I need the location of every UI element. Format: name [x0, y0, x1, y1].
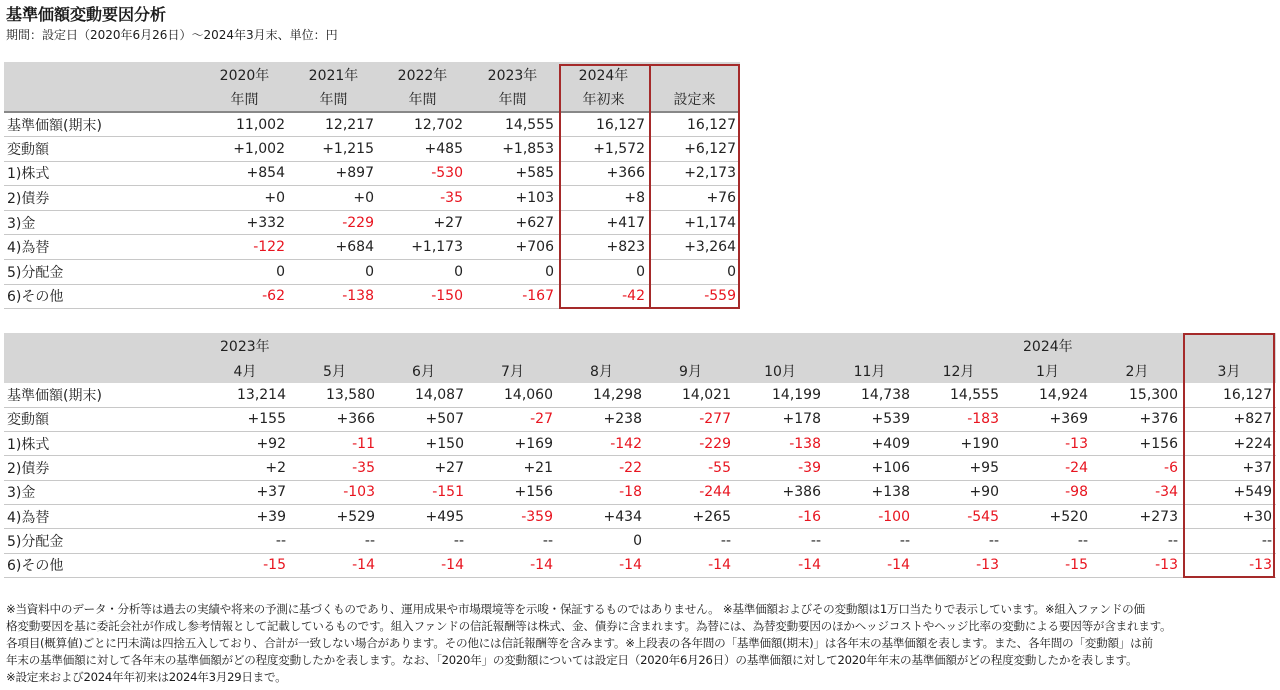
monthly-month-row	[4, 358, 1276, 383]
value-cell: +409	[825, 432, 914, 456]
value-cell: -138	[735, 432, 825, 456]
monthly-data-row	[4, 407, 1276, 431]
value-cell: 13,580	[290, 383, 379, 407]
value-cell: 14,298	[557, 383, 646, 407]
row-label: 6)その他	[4, 284, 200, 309]
row-label: 変動額	[4, 407, 200, 431]
value-cell: 14,021	[646, 383, 735, 407]
value-cell: -22	[557, 456, 646, 480]
value-cell: -14	[290, 553, 379, 577]
footnote-line: 年末の基準価額に対して各年末の基準価額がどの程度変動したかを表します。なお、「2020年」の変動額については設定日（2020年6月26日）の基準価額に対して2020年年末の基準価額がどの程度変動したかを表します。	[6, 653, 1138, 667]
value-cell: -14	[379, 553, 468, 577]
month-header: 11月	[825, 358, 914, 383]
value-cell: +37	[1182, 456, 1276, 480]
row-label: 3)金	[4, 210, 200, 235]
value-cell: +376	[1092, 407, 1182, 431]
value-cell: 0	[378, 260, 467, 285]
value-cell: -229	[289, 210, 378, 235]
column-header	[649, 62, 740, 87]
value-cell: +495	[379, 504, 468, 528]
monthly-data-row	[4, 553, 1276, 577]
value-cell: -277	[646, 407, 735, 431]
month-header: 3月	[1182, 358, 1276, 383]
value-cell: --	[468, 529, 557, 553]
value-cell: 16,127	[649, 112, 740, 137]
monthly-data-row	[4, 529, 1276, 553]
value-cell: -167	[467, 284, 558, 309]
value-cell: --	[646, 529, 735, 553]
value-cell: +2,173	[649, 161, 740, 186]
value-cell: --	[379, 529, 468, 553]
value-cell: +0	[200, 186, 289, 211]
row-label: 4)為替	[4, 235, 200, 260]
value-cell: +155	[200, 407, 290, 431]
row-label: 変動額	[4, 137, 200, 162]
value-cell: --	[1182, 529, 1276, 553]
value-cell: +1,173	[378, 235, 467, 260]
value-cell: +39	[200, 504, 290, 528]
monthly-data-row	[4, 480, 1276, 504]
value-cell: +1,215	[289, 137, 378, 162]
value-cell: -11	[290, 432, 379, 456]
monthly-factor-table	[4, 333, 1276, 578]
value-cell: 0	[289, 260, 378, 285]
value-cell: -55	[646, 456, 735, 480]
value-cell: 0	[200, 260, 289, 285]
value-cell: +485	[378, 137, 467, 162]
header-corner	[4, 62, 200, 87]
year-label-2024: 2024年	[1003, 333, 1092, 358]
column-header: 年間	[200, 87, 289, 112]
value-cell: +8	[558, 186, 649, 211]
value-cell: -103	[290, 480, 379, 504]
value-cell: -27	[468, 407, 557, 431]
value-cell: +386	[735, 480, 825, 504]
value-cell: +549	[1182, 480, 1276, 504]
value-cell: 11,002	[200, 112, 289, 137]
value-cell: +1,853	[467, 137, 558, 162]
value-cell: +627	[467, 210, 558, 235]
row-label: 基準価額(期末)	[4, 112, 200, 137]
column-header: 年間	[467, 87, 558, 112]
value-cell: +6,127	[649, 137, 740, 162]
annual-data-row	[4, 260, 740, 285]
month-header: 5月	[290, 358, 379, 383]
value-cell: +156	[1092, 432, 1182, 456]
value-cell: +150	[379, 432, 468, 456]
column-header: 2020年	[200, 62, 289, 87]
header-corner	[4, 358, 200, 383]
value-cell: +823	[558, 235, 649, 260]
column-header: 年初来	[558, 87, 649, 112]
value-cell: --	[290, 529, 379, 553]
value-cell: 14,924	[1003, 383, 1092, 407]
value-cell: +27	[379, 456, 468, 480]
value-cell: --	[825, 529, 914, 553]
value-cell: +529	[290, 504, 379, 528]
value-cell: -35	[378, 186, 467, 211]
value-cell: +854	[200, 161, 289, 186]
value-cell: -13	[914, 553, 1003, 577]
value-cell: -14	[468, 553, 557, 577]
month-header: 12月	[914, 358, 1003, 383]
annual-data-row	[4, 186, 740, 211]
annual-data-row	[4, 137, 740, 162]
value-cell: +332	[200, 210, 289, 235]
value-cell: -34	[1092, 480, 1182, 504]
value-cell: +92	[200, 432, 290, 456]
annual-data-row	[4, 210, 740, 235]
value-cell: +706	[467, 235, 558, 260]
value-cell: 0	[649, 260, 740, 285]
value-cell: -229	[646, 432, 735, 456]
page-subtitle: 期間：設定日（2020年6月26日）～2024年3月末、単位：円	[6, 28, 338, 42]
value-cell: --	[735, 529, 825, 553]
value-cell: 0	[558, 260, 649, 285]
month-header: 9月	[646, 358, 735, 383]
value-cell: --	[1003, 529, 1092, 553]
value-cell: +95	[914, 456, 1003, 480]
value-cell: 14,555	[914, 383, 1003, 407]
value-cell: 14,555	[467, 112, 558, 137]
value-cell: +1,002	[200, 137, 289, 162]
value-cell: +76	[649, 186, 740, 211]
value-cell: -13	[1092, 553, 1182, 577]
value-cell: +156	[468, 480, 557, 504]
row-label: 2)債券	[4, 186, 200, 211]
row-label: 1)株式	[4, 432, 200, 456]
value-cell: 16,127	[558, 112, 649, 137]
monthly-data-row	[4, 432, 1276, 456]
value-cell: -35	[290, 456, 379, 480]
value-cell: +1,174	[649, 210, 740, 235]
value-cell: 14,199	[735, 383, 825, 407]
month-header: 8月	[557, 358, 646, 383]
value-cell: +0	[289, 186, 378, 211]
value-cell: -138	[289, 284, 378, 309]
value-cell: +434	[557, 504, 646, 528]
value-cell: 13,214	[200, 383, 290, 407]
value-cell: -559	[649, 284, 740, 309]
value-cell: +169	[468, 432, 557, 456]
value-cell: -122	[200, 235, 289, 260]
value-cell: -151	[379, 480, 468, 504]
monthly-data-row	[4, 456, 1276, 480]
value-cell: +3,264	[649, 235, 740, 260]
footnote-line: ※当資料中のデータ・分析等は過去の実績や将来の予測に基づくものであり、運用成果や市場環境等を示唆・保証するものではありません。 ※基準価額およびその変動額は1万口当たりで表示しています。※組入ファンドの価	[6, 602, 1145, 616]
value-cell: +224	[1182, 432, 1276, 456]
footnote-line: 各項目(概算値)ごとに円未満は四捨五入しており、合計が一致しない場合があります。その他には信託報酬等を含みます。※上段表の各年間の「基準価額(期末)」は各年末の基準価額を表します。また、各年間の「変動額」は前	[6, 636, 1153, 650]
value-cell: +238	[557, 407, 646, 431]
column-header: 設定来	[649, 87, 740, 112]
value-cell: -142	[557, 432, 646, 456]
value-cell: -100	[825, 504, 914, 528]
value-cell: +366	[290, 407, 379, 431]
value-cell: -14	[735, 553, 825, 577]
annual-data-row	[4, 235, 740, 260]
month-header: 6月	[379, 358, 468, 383]
row-label: 5)分配金	[4, 260, 200, 285]
value-cell: +21	[468, 456, 557, 480]
annual-header-row-2	[4, 87, 740, 112]
value-cell: +30	[1182, 504, 1276, 528]
value-cell: 14,738	[825, 383, 914, 407]
value-cell: -244	[646, 480, 735, 504]
value-cell: -14	[825, 553, 914, 577]
value-cell: +417	[558, 210, 649, 235]
column-header: 2023年	[467, 62, 558, 87]
value-cell: 14,087	[379, 383, 468, 407]
column-header: 年間	[378, 87, 467, 112]
annual-data-row	[4, 161, 740, 186]
value-cell: --	[1092, 529, 1182, 553]
value-cell: +366	[558, 161, 649, 186]
value-cell: +138	[825, 480, 914, 504]
month-header: 7月	[468, 358, 557, 383]
value-cell: -545	[914, 504, 1003, 528]
annual-data-row	[4, 284, 740, 309]
monthly-year-row	[4, 333, 1276, 358]
value-cell: +27	[378, 210, 467, 235]
value-cell: -530	[378, 161, 467, 186]
value-cell: +585	[467, 161, 558, 186]
value-cell: +37	[200, 480, 290, 504]
row-label: 2)債券	[4, 456, 200, 480]
value-cell: -14	[557, 553, 646, 577]
value-cell: -18	[557, 480, 646, 504]
value-cell: +106	[825, 456, 914, 480]
value-cell: 16,127	[1182, 383, 1276, 407]
value-cell: -15	[200, 553, 290, 577]
page-title: 基準価額変動要因分析	[6, 5, 167, 24]
row-label: 1)株式	[4, 161, 200, 186]
value-cell: +273	[1092, 504, 1182, 528]
value-cell: -42	[558, 284, 649, 309]
value-cell: +178	[735, 407, 825, 431]
header-corner	[4, 333, 200, 358]
value-cell: +190	[914, 432, 1003, 456]
value-cell: +684	[289, 235, 378, 260]
value-cell: 0	[557, 529, 646, 553]
value-cell: +90	[914, 480, 1003, 504]
month-header: 2月	[1092, 358, 1182, 383]
value-cell: -359	[468, 504, 557, 528]
value-cell: +539	[825, 407, 914, 431]
header-corner	[4, 87, 200, 112]
column-header: 2024年	[558, 62, 649, 87]
monthly-data-row	[4, 383, 1276, 407]
footnote-line: 格変動要因を基に委託会社が作成し参考情報として記載しているものです。組入ファンドの信託報酬等は株式、金、債券に含まれます。為替には、為替変動要因のほかヘッジコストやヘッジ比率の変動による要因等が含まれます。	[6, 619, 1172, 633]
value-cell: -39	[735, 456, 825, 480]
value-cell: 12,702	[378, 112, 467, 137]
value-cell: --	[200, 529, 290, 553]
value-cell: -13	[1003, 432, 1092, 456]
value-cell: 14,060	[468, 383, 557, 407]
value-cell: 0	[467, 260, 558, 285]
value-cell: -183	[914, 407, 1003, 431]
value-cell: -15	[1003, 553, 1092, 577]
annual-factor-table	[4, 62, 740, 309]
value-cell: 15,300	[1092, 383, 1182, 407]
value-cell: +103	[467, 186, 558, 211]
value-cell: +507	[379, 407, 468, 431]
row-label: 6)その他	[4, 553, 200, 577]
value-cell: +827	[1182, 407, 1276, 431]
month-header: 10月	[735, 358, 825, 383]
value-cell: +520	[1003, 504, 1092, 528]
footnotes	[6, 601, 1276, 686]
year-label-2023: 2023年	[200, 333, 290, 358]
value-cell: -16	[735, 504, 825, 528]
value-cell: -98	[1003, 480, 1092, 504]
value-cell: --	[914, 529, 1003, 553]
monthly-data-row	[4, 504, 1276, 528]
value-cell: -150	[378, 284, 467, 309]
value-cell: +1,572	[558, 137, 649, 162]
value-cell: +2	[200, 456, 290, 480]
column-header: 2021年	[289, 62, 378, 87]
column-header: 年間	[289, 87, 378, 112]
row-label: 3)金	[4, 480, 200, 504]
value-cell: -6	[1092, 456, 1182, 480]
value-cell: -13	[1182, 553, 1276, 577]
value-cell: 12,217	[289, 112, 378, 137]
annual-data-row	[4, 112, 740, 137]
annual-header-row-1	[4, 62, 740, 87]
column-header: 2022年	[378, 62, 467, 87]
value-cell: +897	[289, 161, 378, 186]
month-header: 1月	[1003, 358, 1092, 383]
value-cell: -14	[646, 553, 735, 577]
row-label: 基準価額(期末)	[4, 383, 200, 407]
value-cell: -24	[1003, 456, 1092, 480]
month-header: 4月	[200, 358, 290, 383]
value-cell: -62	[200, 284, 289, 309]
value-cell: +369	[1003, 407, 1092, 431]
value-cell: +265	[646, 504, 735, 528]
row-label: 4)為替	[4, 504, 200, 528]
row-label: 5)分配金	[4, 529, 200, 553]
footnote-line: ※設定来および2024年年初来は2024年3月29日まで。	[6, 670, 287, 684]
